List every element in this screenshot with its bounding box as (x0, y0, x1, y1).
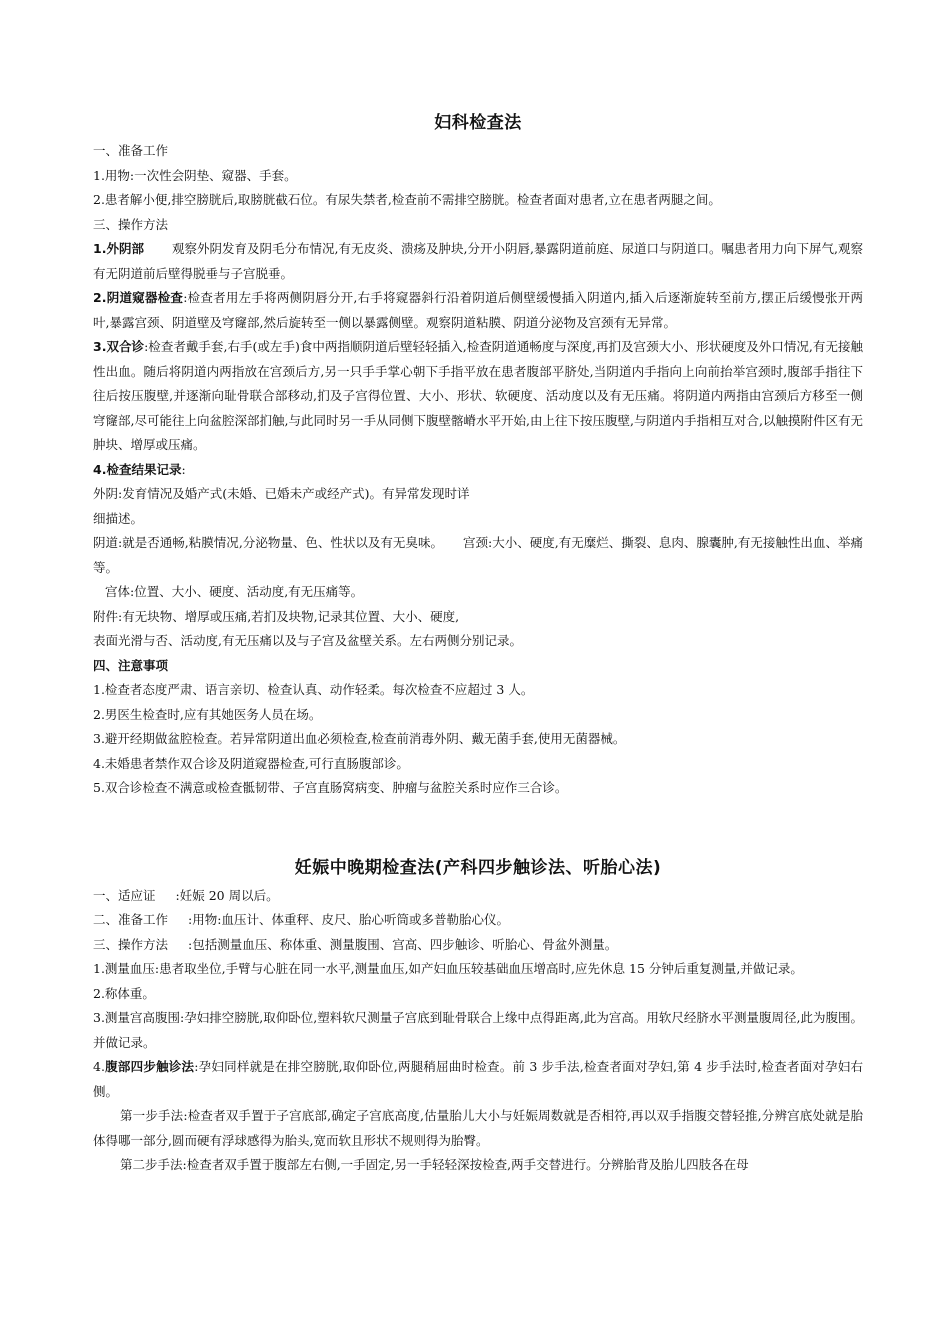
method2-line (93, 933, 863, 958)
step-blood-pressure: 1.测量血压:患者取坐位,手臂与心脏在同一水平,测量血压,如产妇血压较基础血压增高时,应先休息 15 分钟后重复测量,并做记录。 (93, 961, 803, 976)
method2-text: :包括测量血压、称体重、测量腹围、宫高、四步触诊、听胎心、骨盆外测量。 (188, 936, 618, 952)
method-vulva-text: 观察外阴发育及阴毛分布情况,有无皮炎、溃疡及肿块,分开小阴唇,暴露阴道前庭、尿道口与阴道口。嘱患者用力向下屏气,观察有无阴道前后壁得脱垂与子宫脱垂。 (93, 241, 863, 281)
method-vulva-label: 1.外阴部 (93, 241, 144, 256)
method-bimanual-text: :检查者戴手套,右手(或左手)食中两指顺阴道后壁轻轻插入,检查阴道通畅度与深度,再扪及宫颈大小、形状硬度及外口情况,有无接触性出血。随后将阴道内两指放在宫颈后方,另一只手手掌心朝下手指平放在患者腹部平脐处,当阴道内手指向上向前抬举宫颈时,腹部手指往下往后按压腹壁,并逐渐向耻骨联合部移动,扪及子宫得位置、大小、形状、软硬度、活动度以及有无压痛。将阴道内两指由宫颈后方移至一侧穹窿部,尽可能往上向盆腔深部扪触,与此同时另一手从同侧下腹壁髂嵴水平开始,由上往下按压腹壁,与阴道内手指相互对合,以触摸附件区有无肿块、增厚或压痛。 (93, 339, 863, 452)
record-uterus: 宫体:位置、大小、硬度、活动度,有无压痛等。 (105, 584, 364, 599)
method-speculum-label: 2.阴道窥器检查 (93, 290, 184, 305)
prep-heading: 一、准备工作 (93, 143, 169, 158)
result-record-label: 4.检查结果记录 (93, 461, 182, 477)
notes-heading: 四、注意事项 (93, 657, 169, 673)
step-four-text: :孕妇同样就是在排空膀胱,取仰卧位,两腿稍屈曲时检查。前 3 步手法,检查者面对孕妇,第 4 步手法时,检查者面对孕妇右侧。 (93, 1059, 863, 1099)
result-record-heading (93, 458, 863, 483)
method2-label: 三、操作方法 (93, 936, 169, 952)
method-heading: 三、操作方法 (93, 216, 169, 232)
step-four-num: 4. (93, 1059, 105, 1074)
section-title-pregnancy: 妊娠中晚期检查法(产科四步触诊法、听胎心法) (294, 857, 662, 878)
prep2-line (93, 908, 863, 933)
note-3: 3.避开经期做盆腔检查。若异常阴道出血必须检查,检查前消毒外阴、戴无菌手套,使用无菌器械。 (93, 731, 626, 746)
method-bimanual (93, 335, 863, 458)
step-weight: 2.称体重。 (93, 985, 155, 1001)
note-4: 4.未婚患者禁作双合诊及阴道窥器检查,可行直肠腹部诊。 (93, 755, 409, 771)
result-record-colon: : (181, 461, 186, 477)
prep-item-1: 1.用物:一次性会阴垫、窥器、手套。 (93, 167, 297, 183)
method-vulva (93, 237, 863, 286)
method-speculum-text: :检查者用左手将两侧阴唇分开,右手将窥器斜行沿着阴道后侧壁缓慢插入阴道内,插入后逐渐旋转至前方,摆正后缓慢张开两叶,暴露宫颈、阴道壁及穹窿部,然后旋转至一侧以暴露侧壁。观察阴道粘膜、阴道分泌物及宫颈有无异常。 (93, 290, 863, 330)
indication-text: :妊娠 20 周以后。 (175, 887, 279, 903)
prep2-text: :用物:血压计、体重秤、皮尺、胎心听筒或多普勒胎心仪。 (188, 912, 509, 927)
note-2: 2.男医生检查时,应有其她医务人员在场。 (93, 706, 322, 722)
record-vulva-line2: 细描述。 (93, 510, 144, 526)
record-cervix: 宫颈:大小、硬度,有无糜烂、撕裂、息肉、腺囊肿,有无接触性出血、举痛等。 (93, 535, 863, 575)
method-speculum (93, 286, 863, 335)
document-page (93, 108, 863, 1178)
step-four-label: 腹部四步触诊法 (104, 1059, 195, 1074)
method-bimanual-label: 3.双合诊 (93, 339, 145, 354)
record-adnexa-line2: 表面光滑与否、活动度,有无压痛以及与子宫及盆壁关系。左右两侧分别记录。 (93, 633, 522, 648)
prep2-label: 二、准备工作 (93, 912, 169, 927)
record-vagina: 阴道:就是否通畅,粘膜情况,分泌物量、色、性状以及有无臭味。 (93, 535, 443, 550)
section-title-gynecology: 妇科检查法 (434, 113, 522, 133)
step-four-maneuvers (93, 1055, 863, 1104)
prep-item-2: 2.患者解小便,排空膀胱后,取膀胱截石位。有尿失禁者,检查前不需排空膀胱。检查者面对患者,立在患者两腿之间。 (93, 192, 721, 207)
record-adnexa-line1: 附件:有无块物、增厚或压痛,若扪及块物,记录其位置、大小、硬度, (93, 608, 460, 624)
maneuver-2: 第二步手法:检查者双手置于腹部左右侧,一手固定,另一手轻轻深按检查,两手交替进行。分辨胎背及胎儿四肢各在母 (120, 1157, 749, 1172)
step-fundal-height: 3.测量宫高腹围:孕妇排空膀胱,取仰卧位,塑料软尺测量子宫底到耻骨联合上缘中点得距离,此为宫高。用软尺经脐水平测量腹周径,此为腹围。并做记录。 (93, 1010, 863, 1050)
indication-label: 一、适应证 (93, 887, 156, 903)
maneuver-1: 第一步手法:检查者双手置于子宫底部,确定子宫底高度,估量胎儿大小与妊娠周数就是否相符,再以双手指腹交替轻推,分辨宫底处就是胎体得哪一部分,圆而硬有浮球感得为胎头,宽而软且形状不规则得为胎臀。 (93, 1108, 863, 1148)
record-vulva-line1: 外阴:发育情况及婚产式(未婚、已婚未产或经产式)。有异常发现时详 (93, 486, 470, 501)
note-5: 5.双合诊检查不满意或检查骶韧带、子宫直肠窝病变、肿瘤与盆腔关系时应作三合诊。 (93, 780, 568, 795)
indication-line (93, 884, 863, 909)
note-1: 1.检查者态度严肃、语言亲切、检查认真、动作轻柔。每次检查不应超过 3 人。 (93, 682, 534, 697)
record-vagina-cervix (93, 531, 863, 580)
